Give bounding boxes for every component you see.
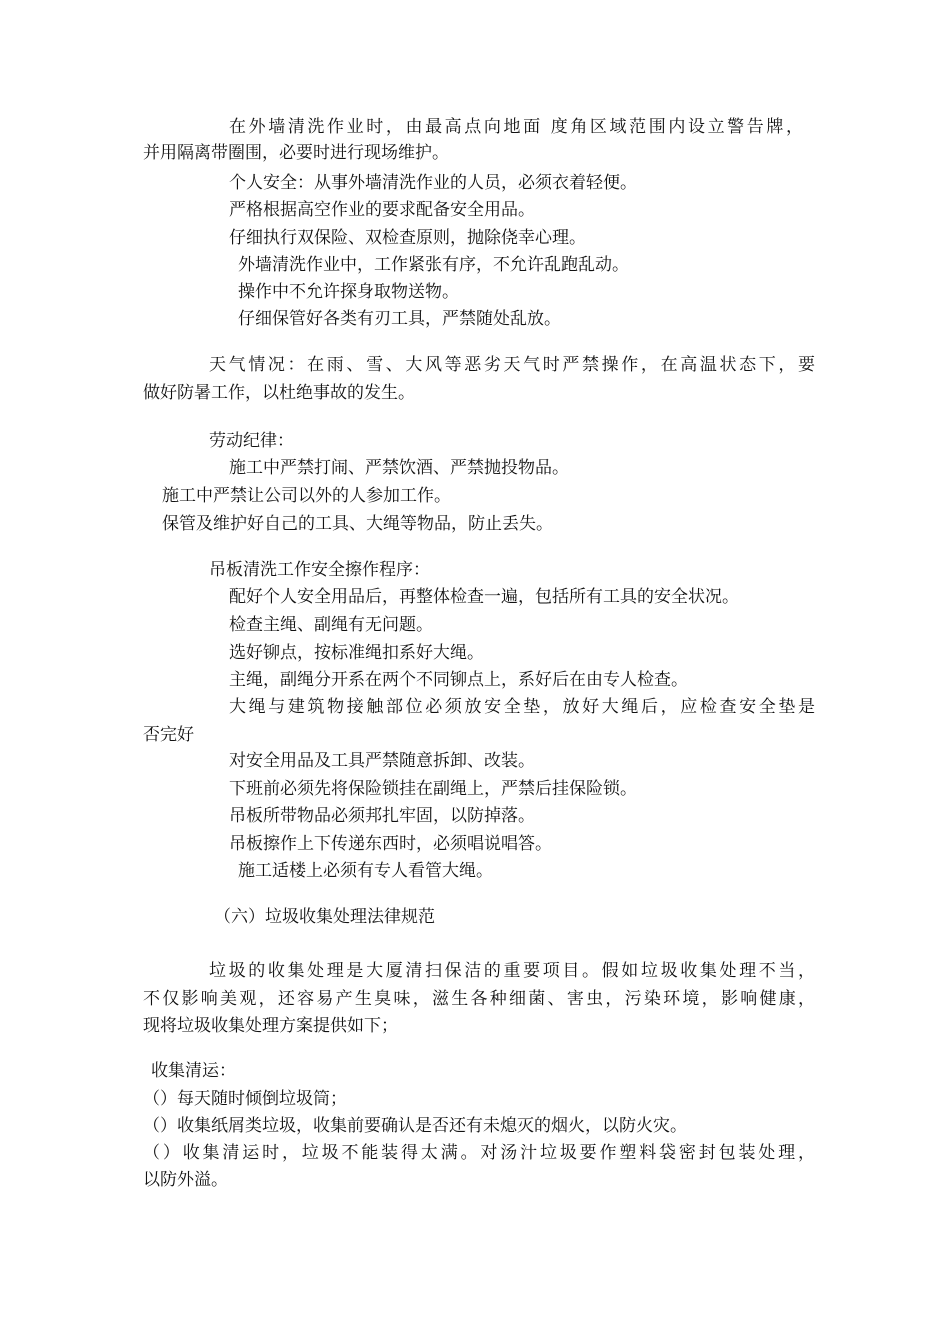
list-item: 下班前必须先将保险锁挂在副绳上，严禁后挂保险锁。 [229,779,637,799]
list-item: 对安全用品及工具严禁随意拆卸、改装。 [229,751,535,771]
list-item: 施工适楼上必须有专人看管大绳。 [238,861,493,881]
list-item: （）收集纸屑类垃圾，收集前要确认是否还有未熄灭的烟火，以防火灾。 [143,1116,687,1136]
paragraph-line: 在外墙清洗作业时，由最高点向地面 度角区域范围内设立警告牌， [229,117,803,137]
list-item: 吊板所带物品必须邦扎牢固，以防掉落。 [229,806,535,826]
section-heading: 收集清运： [151,1061,236,1081]
section-title: （六）垃圾收集处理法律规范 [214,907,435,927]
section-heading: 劳动纪律： [209,431,294,451]
paragraph-line: 外墙清洗作业中，工作紧张有序，不允许乱跑乱动。 [238,255,629,275]
list-item: 检查主绳、副绳有无问题。 [229,615,433,635]
paragraph-line: 个人安全：从事外墙清洗作业的人员，必须衣着轻便。 [229,173,637,193]
list-item: 保管及维护好自己的工具、大绳等物品，防止丢失。 [162,514,553,534]
list-item: 大绳与建筑物接触部位必须放安全垫，放好大绳后，应检查安全垫是 [229,697,815,717]
paragraph-line: 操作中不允许探身取物送物。 [238,282,459,302]
paragraph-line: 现将垃圾收集处理方案提供如下； [143,1016,398,1036]
paragraph-line: 天气情况：在雨、雪、大风等恶劣天气时严禁操作，在高温状态下，要 [209,355,815,375]
paragraph-line: 严格根据高空作业的要求配备安全用品。 [229,200,535,220]
paragraph-line: 垃圾的收集处理是大厦清扫保洁的重要项目。假如垃圾收集处理不当， [209,961,815,981]
paragraph-line: 仔细保管好各类有刃工具，严禁随处乱放。 [238,309,561,329]
paragraph-line: 不仅影响美观，还容易产生臭味，滋生各种细菌、害虫，污染环境，影响健康， [143,989,815,1009]
list-item: 否完好 [143,725,194,745]
list-item: 以防外溢。 [143,1170,228,1190]
paragraph-line: 做好防暑工作，以杜绝事故的发生。 [143,383,415,403]
list-item: 配好个人安全用品后，再整体检查一遍，包括所有工具的安全状况。 [229,587,739,607]
list-item: 吊板擦作上下传递东西时，必须唱说唱答。 [229,834,552,854]
paragraph-line: 并用隔离带圈围，必要时进行现场维护。 [143,143,449,163]
list-item: 施工中严禁打闹、严禁饮酒、严禁抛投物品。 [229,458,569,478]
list-item: 选好铆点，按标准绳扣系好大绳。 [229,643,484,663]
list-item: （）每天随时倾倒垃圾筒； [143,1089,347,1109]
list-item: （）收集清运时，垃圾不能装得太满。对汤汁垃圾要作塑料袋密封包装处理， [143,1143,815,1163]
paragraph-line: 仔细执行双保险、双检查原则，抛除侥幸心理。 [229,228,586,248]
list-item: 施工中严禁让公司以外的人参加工作。 [162,486,451,506]
section-heading: 吊板清洗工作安全擦作程序： [209,560,430,580]
list-item: 主绳，副绳分开系在两个不同铆点上，系好后在由专人检查。 [229,670,688,690]
